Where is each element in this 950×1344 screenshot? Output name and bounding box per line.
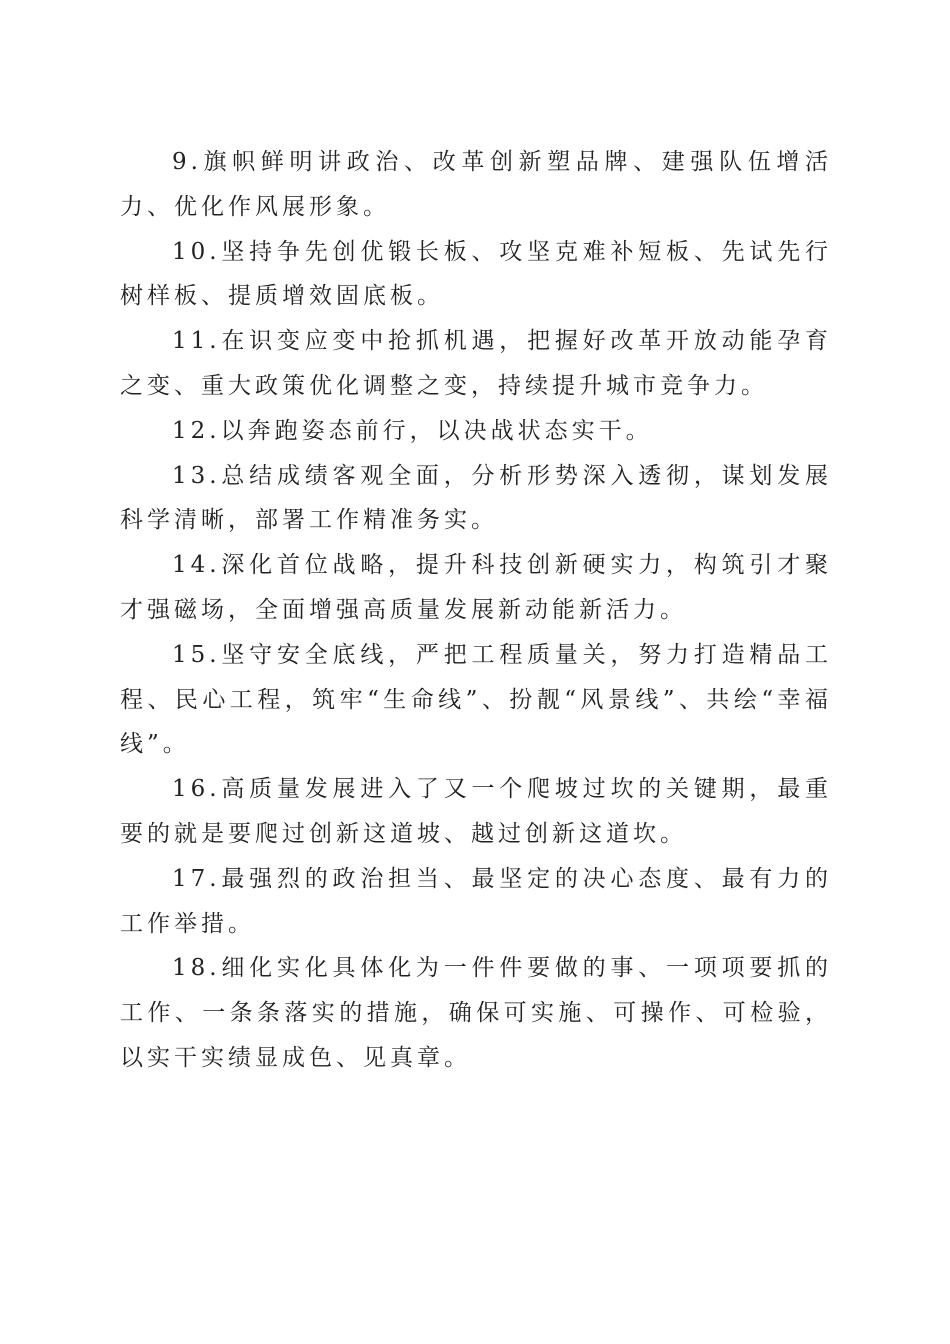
paragraph-9: 9.旗帜鲜明讲政治、改革创新塑品牌、建强队伍增活力、优化作风展形象。 bbox=[120, 149, 832, 220]
document-body bbox=[120, 140, 832, 1081]
paragraph-17: 17.最强烈的政治担当、最坚定的决心态度、最有力的工作举措。 bbox=[120, 865, 832, 937]
paragraph-12: 12.以奔跑姿态前行，以决战状态实干。 bbox=[172, 417, 653, 444]
paragraph-14: 14.深化首位战略，提升科技创新硬实力，构筑引才聚才强磁场，全面增强高质量发展新动能新活力。 bbox=[120, 552, 832, 623]
paragraph-10: 10.坚持争先创优锻长板、攻坚克难补短板、先试先行树样板、提质增效固底板。 bbox=[120, 238, 832, 310]
paragraph-11: 11.在识变应变中抢抓机遇，把握好改革开放动能孕育之变、重大政策优化调整之变，持续提升城市竞争力。 bbox=[120, 328, 832, 399]
paragraph-13: 13.总结成绩客观全面，分析形势深入透彻，谋划发展科学清晰，部署工作精准务实。 bbox=[120, 462, 832, 534]
paragraph-16: 16.高质量发展进入了又一个爬坡过坎的关键期，最重要的就是要爬过创新这道坡、越过创新这道坎。 bbox=[120, 776, 832, 847]
paragraph-15: 15.坚守安全底线，严把工程质量关，努力打造精品工程、民心工程，筑牢“生命线”、扮靓“风景线”、共绘“幸福线”。 bbox=[120, 641, 832, 758]
paragraph-18: 18.细化实化具体化为一件件要做的事、一项项要抓的工作、一条条落实的措施，确保可实施、可操作、可检验，以实干实绩显成色、见真章。 bbox=[120, 955, 832, 1071]
